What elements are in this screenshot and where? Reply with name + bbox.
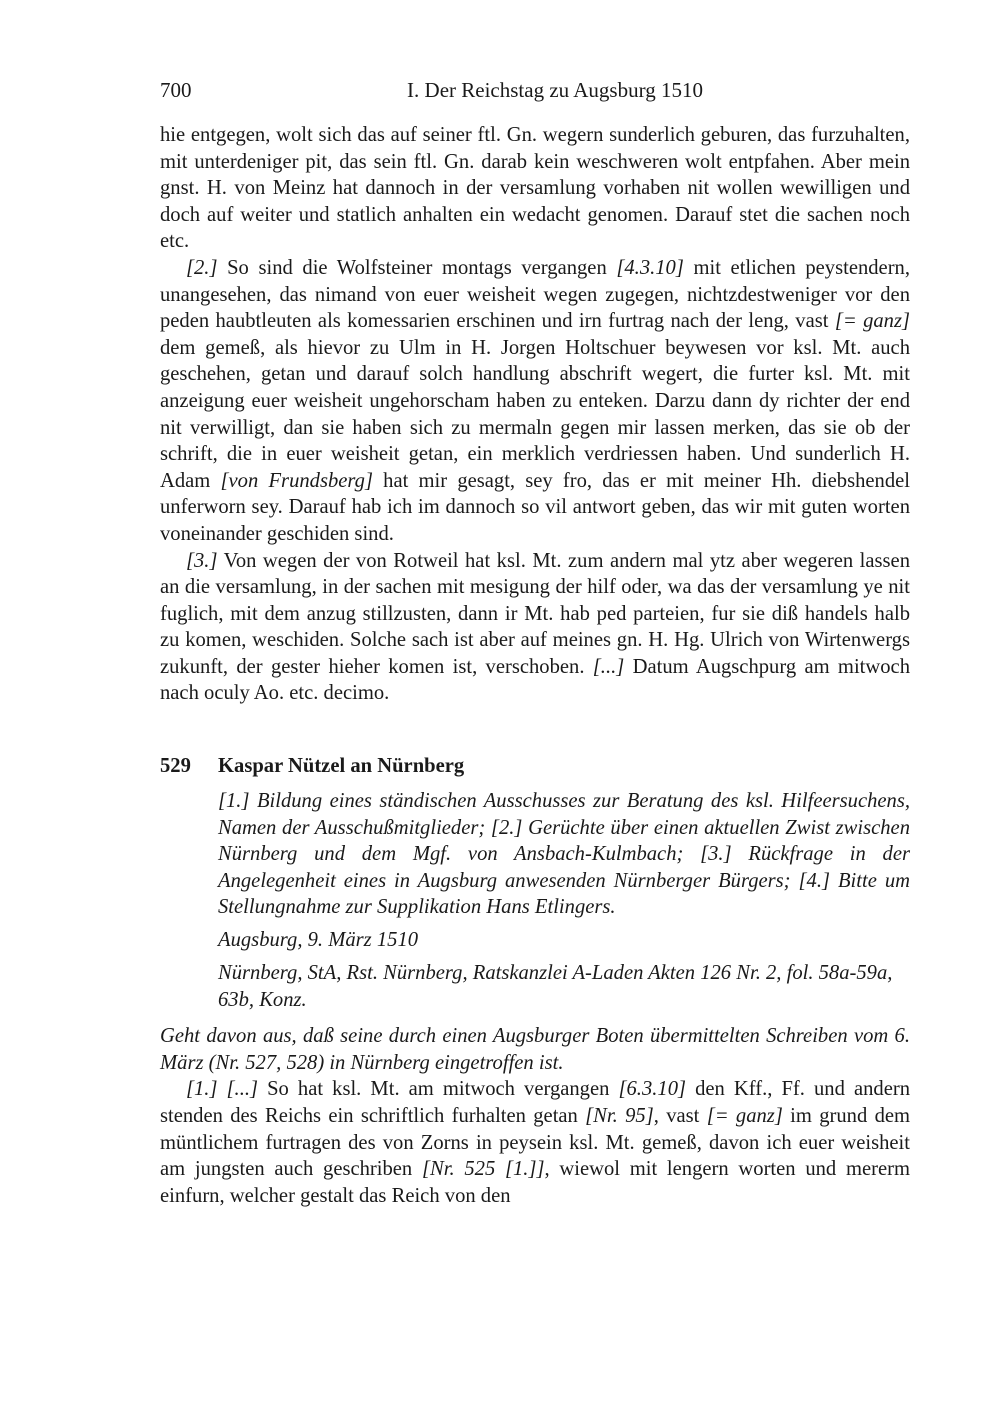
editorial-gloss: [= ganz] [706,1105,783,1127]
editorial-reference: [Nr. 525 [1.]] [421,1158,545,1181]
section-mark: [3.] [186,549,218,572]
letter-text [160,122,910,707]
document-text [160,1076,910,1209]
archival-source: Nürnberg, StA, Rst. Nürnberg, Ratskanzlei A-Laden Akten 126 Nr. 2, fol. 58a-59a, 63b, Konz. [218,962,893,1011]
document-heading [160,753,910,780]
running-head: I. Der Reichstag zu Augsburg 1510 [407,78,703,102]
editorial-date: [6.3.10] [618,1078,687,1101]
regest: [1.] Bildung eines ständischen Ausschusses zur Beratung des ksl. Hilfeersuchens, Namen der Ausschußmitglieder; [2.] Gerüchte über einen aktuellen Zwist zwischen Nürnberg und dem Mgf. von Ansbach-Kulmbach; [3.] Rückfrage in der Angelegenheit eines in Augsburg anwesenden Nürnberger Bürgers; [4.] Bitte um Stellungnahme zur Supplikation Hans Etlingers. [218,790,910,919]
document-page [160,78,910,1209]
paragraph-4: [1.] [...] So hat ksl. Mt. am mitwoch vergangen [6.3.10] den Kff., Ff. und andern stenden des Reichs ein schriftlich furhalten getan [Nr. 95], vast [= ganz] im grund dem müntlichem furtragen des von Zorns in peysein ksl. Mt. gemeß, davon ich euer weisheit am jungsten auch geschriben [Nr. 525 [1.]], wiewol mit lengern worten und mererm einfurn, welcher gestalt das Reich von den [160,1078,911,1207]
editorial-gloss: [= ganz] [834,310,910,333]
document-number: 529 [160,755,191,778]
omission-mark: [...] [592,655,625,678]
editorial-date: [4.3.10] [616,256,684,279]
paragraph-3: [3.] Von wegen der von Rotweil hat ksl. Mt. zum andern mal ytz aber wegeren lassen an die versamlung, in der sachen mit mesigung der hilf oder, wa das der versamlung ye nit fuglich, mit dem anzug stillzusten, dann ir Mt. hab ped parteien, fur sie diß handels halb zu komen, weschiden. Solche sach ist aber auf meines gn. H. Hg. Ulrich von Wirtenwergs zukunft, der gester hieher komen ist, verschoben. [...] Datum Augschpurg am mitwoch nach oculy Ao. etc. decimo. [160,549,910,705]
page-number: 700 [160,78,192,102]
document-date: Augsburg, 9. März 1510 [218,929,419,952]
section-mark: [1.] [...] [186,1078,259,1101]
page-header [160,78,910,108]
editorial-reference: [Nr. 95] [585,1105,654,1127]
editorial-name: [von Frundsberg] [220,469,373,492]
document-title: Kaspar Nützel an Nürnberg [218,755,465,778]
paragraph-2: [2.] So sind die Wolfsteiner montags vergangen [4.3.10] mit etlichen peystendern, unangesehen, das nimand von euer weisheit wegen zugegen, nichtzdestweniger vor den peden haubtleuten als komessarien erschinen und irn furtrag nach der leng, vast [= ganz] dem gemeß, als hievor zu Ulm in H. Jorgen Holtschuer beywesen vor ksl. Mt. auch geschehen, getan und darauf solch handlung abschrift wegert, die furter ksl. Mt. mit anzeigung euer weisheit ungehorscham haben zu enteken. Darzu dann dy richter der end nit verwilligt, dan sie haben sich zu mermaln gegen mir lassen merken, das sie ob der schrift, die in euer weisheit getan, ein merklich verdriessen haben. Und sunderlich H. Adam [von Frundsberg] hat mir gesagt, sey fro, das er mit meiner Hh. diebshendel unferworn sey. Darauf hab ich im dannoch so vil antwort geben, das wir mit guten worten voneinander geschiden sind. [160,256,911,545]
editorial-comment: Geht davon aus, daß seine durch einen Augsburger Boten übermittelten Schreiben vom 6. März (Nr. 527, 528) in Nürnberg eingetroffen ist. [160,1025,910,1074]
section-mark: [2.] [186,256,218,279]
paragraph-1: hie entgegen, wolt sich das auf seiner ftl. Gn. wegern sunderlich geburen, das furzuhalten, mit unterdeniger pit, das sein ftl. Gn. darab kein weschweren wolt entpfahen. Aber mein gnst. H. von Meinz hat dannoch in der versamlung vorhaben nit wollen wewilligen und doch auf weiter und statlich anhalten ein wedacht genomen. Darauf stet die sachen noch etc. [160,124,910,253]
